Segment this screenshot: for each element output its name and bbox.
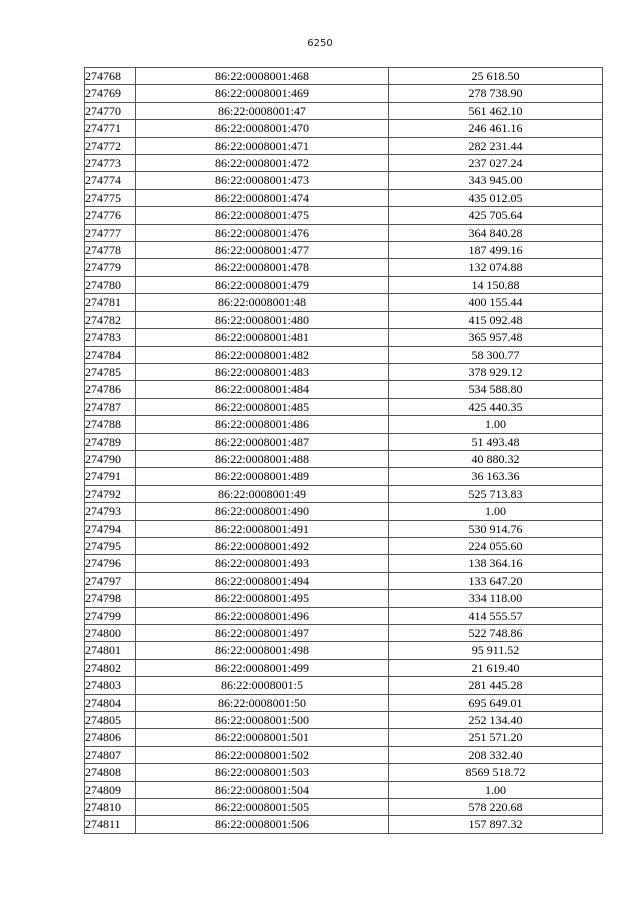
cadastral-number-cell: 86:22:0008001:482 — [136, 346, 389, 363]
table-row — [85, 799, 603, 816]
row-number-cell: 274787 — [85, 398, 136, 415]
cadastral-value-cell: 282 231.44 — [389, 137, 603, 154]
table-row — [85, 242, 603, 259]
cadastral-value-cell: 51 493.48 — [389, 433, 603, 450]
row-number-cell: 274799 — [85, 607, 136, 624]
cadastral-value-cell: 522 748.86 — [389, 625, 603, 642]
cadastral-value-cell: 133 647.20 — [389, 572, 603, 589]
row-number-cell: 274782 — [85, 311, 136, 328]
cadastral-value-cell: 25 618.50 — [389, 68, 603, 85]
row-number-cell: 274800 — [85, 625, 136, 642]
table-row — [85, 764, 603, 781]
cadastral-value-cell: 561 462.10 — [389, 102, 603, 119]
cadastral-value-cell: 278 738.90 — [389, 85, 603, 102]
cadastral-number-cell: 86:22:0008001:505 — [136, 799, 389, 816]
cadastral-value-cell: 435 012.05 — [389, 189, 603, 206]
row-number-cell: 274804 — [85, 694, 136, 711]
cadastral-number-cell: 86:22:0008001:468 — [136, 68, 389, 85]
cadastral-number-cell: 86:22:0008001:483 — [136, 363, 389, 380]
table-row — [85, 381, 603, 398]
cadastral-number-cell: 86:22:0008001:477 — [136, 242, 389, 259]
cadastral-value-cell: 208 332.40 — [389, 746, 603, 763]
cadastral-value-cell: 224 055.60 — [389, 537, 603, 554]
table-row — [85, 659, 603, 676]
table-row — [85, 259, 603, 276]
row-number-cell: 274808 — [85, 764, 136, 781]
cadastral-value-cell: 415 092.48 — [389, 311, 603, 328]
cadastral-number-cell: 86:22:0008001:480 — [136, 311, 389, 328]
cadastral-value-cell: 21 619.40 — [389, 659, 603, 676]
cadastral-number-cell: 86:22:0008001:50 — [136, 694, 389, 711]
table-row — [85, 416, 603, 433]
row-number-cell: 274786 — [85, 381, 136, 398]
cadastral-number-cell: 86:22:0008001:501 — [136, 729, 389, 746]
cadastral-value-cell: 364 840.28 — [389, 224, 603, 241]
cadastral-number-cell: 86:22:0008001:490 — [136, 503, 389, 520]
table-row — [85, 276, 603, 293]
cadastral-number-cell: 86:22:0008001:47 — [136, 102, 389, 119]
cadastral-value-cell: 251 571.20 — [389, 729, 603, 746]
cadastral-value-cell: 14 150.88 — [389, 276, 603, 293]
table-row — [85, 450, 603, 467]
table-row — [85, 398, 603, 415]
cadastral-number-cell: 86:22:0008001:470 — [136, 120, 389, 137]
table-row — [85, 677, 603, 694]
cadastral-value-cell: 8569 518.72 — [389, 764, 603, 781]
cadastral-value-cell: 378 929.12 — [389, 363, 603, 380]
table-row — [85, 172, 603, 189]
cadastral-number-cell: 86:22:0008001:499 — [136, 659, 389, 676]
cadastral-number-cell: 86:22:0008001:500 — [136, 712, 389, 729]
row-number-cell: 274810 — [85, 799, 136, 816]
row-number-cell: 274780 — [85, 276, 136, 293]
cadastral-value-cell: 40 880.32 — [389, 450, 603, 467]
cadastral-number-cell: 86:22:0008001:475 — [136, 207, 389, 224]
table-row — [85, 555, 603, 572]
row-number-cell: 274811 — [85, 816, 136, 833]
table-row — [85, 102, 603, 119]
row-number-cell: 274769 — [85, 85, 136, 102]
cadastral-number-cell: 86:22:0008001:49 — [136, 485, 389, 502]
table-row — [85, 642, 603, 659]
cadastral-number-cell: 86:22:0008001:5 — [136, 677, 389, 694]
cadastral-value-cell: 95 911.52 — [389, 642, 603, 659]
row-number-cell: 274785 — [85, 363, 136, 380]
table-row — [85, 137, 603, 154]
cadastral-value-cell: 695 649.01 — [389, 694, 603, 711]
cadastral-number-cell: 86:22:0008001:486 — [136, 416, 389, 433]
row-number-cell: 274795 — [85, 537, 136, 554]
cadastral-number-cell: 86:22:0008001:492 — [136, 537, 389, 554]
row-number-cell: 274805 — [85, 712, 136, 729]
table-row — [85, 485, 603, 502]
cadastral-value-cell: 578 220.68 — [389, 799, 603, 816]
cadastral-number-cell: 86:22:0008001:494 — [136, 572, 389, 589]
cadastral-number-cell: 86:22:0008001:503 — [136, 764, 389, 781]
row-number-cell: 274809 — [85, 781, 136, 798]
cadastral-number-cell: 86:22:0008001:484 — [136, 381, 389, 398]
row-number-cell: 274772 — [85, 137, 136, 154]
row-number-cell: 274794 — [85, 520, 136, 537]
cadastral-value-cell: 530 914.76 — [389, 520, 603, 537]
table-row — [85, 68, 603, 85]
cadastral-value-cell: 1.00 — [389, 781, 603, 798]
cadastral-number-cell: 86:22:0008001:471 — [136, 137, 389, 154]
cadastral-number-cell: 86:22:0008001:496 — [136, 607, 389, 624]
row-number-cell: 274777 — [85, 224, 136, 241]
row-number-cell: 274789 — [85, 433, 136, 450]
cadastral-value-cell: 525 713.83 — [389, 485, 603, 502]
table-row — [85, 816, 603, 833]
table-row — [85, 120, 603, 137]
cadastral-value-cell: 1.00 — [389, 503, 603, 520]
cadastral-number-cell: 86:22:0008001:504 — [136, 781, 389, 798]
row-number-cell: 274791 — [85, 468, 136, 485]
cadastral-number-cell: 86:22:0008001:48 — [136, 294, 389, 311]
table-body — [85, 68, 603, 834]
cadastral-number-cell: 86:22:0008001:491 — [136, 520, 389, 537]
row-number-cell: 274771 — [85, 120, 136, 137]
cadastral-number-cell: 86:22:0008001:498 — [136, 642, 389, 659]
row-number-cell: 274784 — [85, 346, 136, 363]
row-number-cell: 274807 — [85, 746, 136, 763]
row-number-cell: 274783 — [85, 329, 136, 346]
row-number-cell: 274798 — [85, 590, 136, 607]
cadastral-value-cell: 414 555.57 — [389, 607, 603, 624]
table-row — [85, 537, 603, 554]
table-row — [85, 329, 603, 346]
row-number-cell: 274779 — [85, 259, 136, 276]
table-row — [85, 572, 603, 589]
table-row — [85, 207, 603, 224]
cadastral-value-cell: 343 945.00 — [389, 172, 603, 189]
cadastral-value-cell: 246 461.16 — [389, 120, 603, 137]
row-number-cell: 274778 — [85, 242, 136, 259]
table-row — [85, 433, 603, 450]
table-row — [85, 694, 603, 711]
cadastral-number-cell: 86:22:0008001:472 — [136, 155, 389, 172]
cadastral-number-cell: 86:22:0008001:495 — [136, 590, 389, 607]
row-number-cell: 274788 — [85, 416, 136, 433]
cadastral-number-cell: 86:22:0008001:497 — [136, 625, 389, 642]
row-number-cell: 274773 — [85, 155, 136, 172]
table-row — [85, 746, 603, 763]
table-row — [85, 189, 603, 206]
cadastral-number-cell: 86:22:0008001:502 — [136, 746, 389, 763]
row-number-cell: 274801 — [85, 642, 136, 659]
cadastral-value-cell: 1.00 — [389, 416, 603, 433]
cadastral-value-cell: 237 027.24 — [389, 155, 603, 172]
table-row — [85, 363, 603, 380]
cadastral-value-cell: 132 074.88 — [389, 259, 603, 276]
cadastral-value-cell: 425 705.64 — [389, 207, 603, 224]
cadastral-number-cell: 86:22:0008001:489 — [136, 468, 389, 485]
table-row — [85, 85, 603, 102]
cadastral-value-cell: 187 499.16 — [389, 242, 603, 259]
cadastral-value-cell: 365 957.48 — [389, 329, 603, 346]
row-number-cell: 274781 — [85, 294, 136, 311]
table-row — [85, 468, 603, 485]
cadastral-number-cell: 86:22:0008001:479 — [136, 276, 389, 293]
row-number-cell: 274774 — [85, 172, 136, 189]
cadastral-value-cell: 157 897.32 — [389, 816, 603, 833]
table-row — [85, 311, 603, 328]
table-row — [85, 520, 603, 537]
row-number-cell: 274802 — [85, 659, 136, 676]
row-number-cell: 274803 — [85, 677, 136, 694]
row-number-cell: 274792 — [85, 485, 136, 502]
cadastral-value-cell: 36 163.36 — [389, 468, 603, 485]
row-number-cell: 274796 — [85, 555, 136, 572]
row-number-cell: 274793 — [85, 503, 136, 520]
table-row — [85, 346, 603, 363]
cadastral-number-cell: 86:22:0008001:506 — [136, 816, 389, 833]
table-row — [85, 294, 603, 311]
cadastral-value-cell: 281 445.28 — [389, 677, 603, 694]
row-number-cell: 274775 — [85, 189, 136, 206]
cadastral-number-cell: 86:22:0008001:473 — [136, 172, 389, 189]
table-row — [85, 155, 603, 172]
cadastral-value-cell: 138 364.16 — [389, 555, 603, 572]
table-row — [85, 503, 603, 520]
row-number-cell: 274768 — [85, 68, 136, 85]
cadastral-number-cell: 86:22:0008001:485 — [136, 398, 389, 415]
table-row — [85, 224, 603, 241]
cadastral-number-cell: 86:22:0008001:476 — [136, 224, 389, 241]
table-row — [85, 781, 603, 798]
cadastral-number-cell: 86:22:0008001:493 — [136, 555, 389, 572]
row-number-cell: 274770 — [85, 102, 136, 119]
cadastral-number-cell: 86:22:0008001:469 — [136, 85, 389, 102]
cadastral-value-cell: 534 588.80 — [389, 381, 603, 398]
table-row — [85, 590, 603, 607]
table-row — [85, 607, 603, 624]
cadastral-number-cell: 86:22:0008001:478 — [136, 259, 389, 276]
cadastral-value-cell: 425 440.35 — [389, 398, 603, 415]
cadastral-number-cell: 86:22:0008001:481 — [136, 329, 389, 346]
cadastral-number-cell: 86:22:0008001:474 — [136, 189, 389, 206]
row-number-cell: 274790 — [85, 450, 136, 467]
row-number-cell: 274797 — [85, 572, 136, 589]
cadastral-value-cell: 334 118.00 — [389, 590, 603, 607]
row-number-cell: 274806 — [85, 729, 136, 746]
cadastral-value-table — [84, 67, 603, 834]
cadastral-number-cell: 86:22:0008001:487 — [136, 433, 389, 450]
table-row — [85, 625, 603, 642]
table-row — [85, 712, 603, 729]
cadastral-value-cell: 252 134.40 — [389, 712, 603, 729]
page-number: 6250 — [307, 38, 333, 49]
table-row — [85, 729, 603, 746]
row-number-cell: 274776 — [85, 207, 136, 224]
cadastral-value-cell: 58 300.77 — [389, 346, 603, 363]
cadastral-value-cell: 400 155.44 — [389, 294, 603, 311]
cadastral-number-cell: 86:22:0008001:488 — [136, 450, 389, 467]
